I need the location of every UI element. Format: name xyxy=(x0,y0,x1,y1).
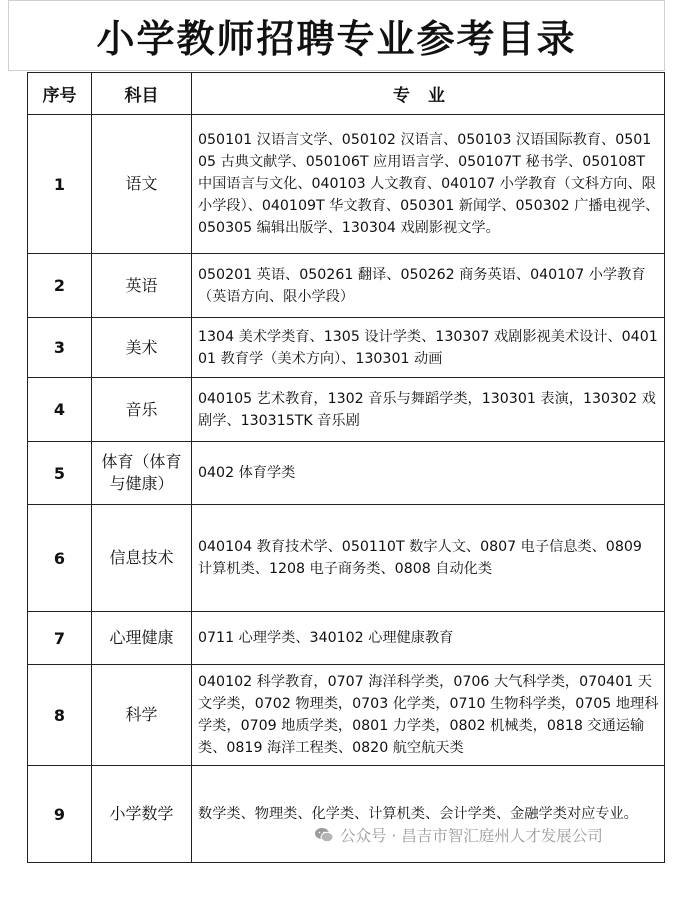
table-row xyxy=(28,378,665,442)
row-major: 0402 体育学类 xyxy=(192,442,665,505)
row-number: 3 xyxy=(28,318,92,378)
header-major xyxy=(192,73,665,115)
row-number: 1 xyxy=(28,115,92,254)
row-subject: 音乐 xyxy=(92,378,192,442)
table-row xyxy=(28,612,665,665)
page-title: 小学教师招聘专业参考目录 xyxy=(96,16,577,61)
table-header-row xyxy=(28,73,665,115)
table-row xyxy=(28,318,665,378)
row-major: 数学类、物理类、化学类、计算机类、会计学类、金融学类对应专业。 xyxy=(192,766,665,863)
catalog-table xyxy=(27,72,665,863)
row-major: 040104 教育技术学、050110T 数字人文、0807 电子信息类、0809 计算机类、1208 电子商务类、0808 自动化类 xyxy=(192,505,665,612)
row-subject: 信息技术 xyxy=(92,505,192,612)
header-no: 序号 xyxy=(28,73,92,115)
table-row xyxy=(28,254,665,318)
row-major: 040102 科学教育，0707 海洋科学类，0706 大气科学类，070401 天文学类，0702 物理类，0703 化学类，0710 生物科学类，0705 地理科学类，0709 地质学类，0801 力学类，0802 机械类，0818 交通运输类、0819 海洋工程类、0820 航空航天类 xyxy=(192,665,665,766)
row-subject: 心理健康 xyxy=(92,612,192,665)
row-number: 7 xyxy=(28,612,92,665)
title-box xyxy=(8,0,665,71)
header-major-label: 专业 xyxy=(393,86,463,106)
table-row xyxy=(28,665,665,766)
row-major: 1304 美术学类育、1305 设计学类、130307 戏剧影视美术设计、040101 教育学（美术方向）、130301 动画 xyxy=(192,318,665,378)
header-subject: 科目 xyxy=(92,73,192,115)
row-number: 6 xyxy=(28,505,92,612)
row-subject: 语文 xyxy=(92,115,192,254)
row-major: 050101 汉语言文学、050102 汉语言、050103 汉语国际教育、050105 古典文献学、050106T 应用语言学、050107T 秘书学、050108T 中国语言与文化、040103 人文教育、040107 小学教育（文科方向、限小学段）、040109T 华文教育、050301 新闻学、050302 广播电视学、050305 编辑出版学、130304 戏剧影视文学。 xyxy=(192,115,665,254)
watermark-text: 公众号 · 昌吉市智汇庭州人才发展公司 xyxy=(340,827,603,845)
watermark xyxy=(314,824,603,846)
row-number: 2 xyxy=(28,254,92,318)
row-subject: 体育（体育与健康） xyxy=(92,442,192,505)
table-row xyxy=(28,505,665,612)
row-number: 4 xyxy=(28,378,92,442)
row-subject: 科学 xyxy=(92,665,192,766)
table-row xyxy=(28,442,665,505)
row-subject: 英语 xyxy=(92,254,192,318)
row-subject: 小学数学 xyxy=(92,766,192,863)
row-number: 8 xyxy=(28,665,92,766)
table-row xyxy=(28,115,665,254)
row-major: 040105 艺术教育，1302 音乐与舞蹈学类，130301 表演，130302 戏剧学、130315TK 音乐剧 xyxy=(192,378,665,442)
wechat-icon xyxy=(314,827,334,843)
table-row xyxy=(28,766,665,863)
row-number: 9 xyxy=(28,766,92,863)
row-number: 5 xyxy=(28,442,92,505)
row-major: 0711 心理学类、340102 心理健康教育 xyxy=(192,612,665,665)
row-subject: 美术 xyxy=(92,318,192,378)
row-major: 050201 英语、050261 翻译、050262 商务英语、040107 小学教育（英语方向、限小学段） xyxy=(192,254,665,318)
